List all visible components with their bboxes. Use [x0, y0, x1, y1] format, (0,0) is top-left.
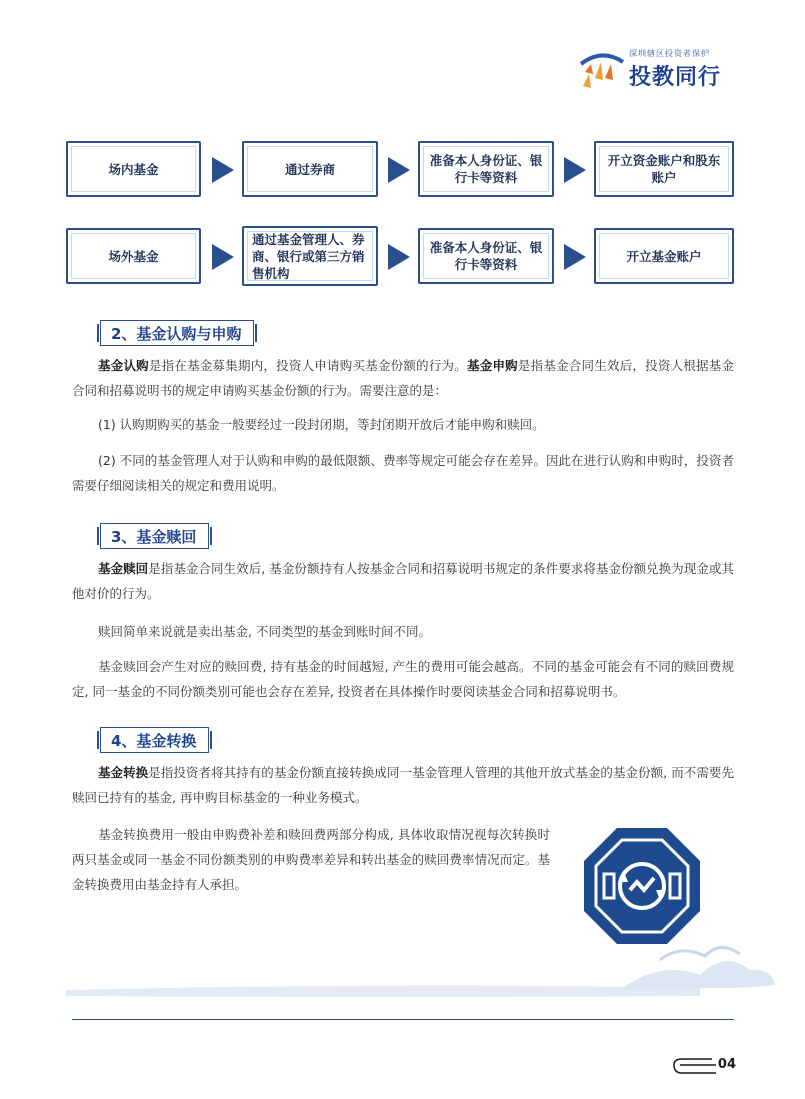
brand-logo: [577, 46, 737, 96]
flow-label: 准备本人身份证、银行卡等资料: [429, 240, 543, 272]
flow-box-via-managers: [242, 226, 378, 286]
page-number: 04: [717, 1057, 736, 1072]
paragraph-note-2: (2) 不同的基金管理人对于认购和申购的最低限额、费率等规定可能会存在差异。因此在进行认购和申购时，投资者需要仔细阅读相关的规定和费用说明。: [72, 453, 734, 493]
term-purchase: 基金申购: [467, 358, 518, 373]
flow-box-offsite-fund: [66, 228, 201, 284]
text: 是指在基金募集期内，投资人申请购买基金份额的行为。: [148, 358, 467, 373]
paragraph-redemption-def: [72, 556, 734, 606]
paragraph-subscription-def: [72, 353, 734, 403]
term-redemption: 基金赎回: [98, 561, 149, 576]
right-arrow-icon: [564, 157, 586, 183]
paragraph-redemption-simple: 赎回简单来说就是卖出基金, 不同类型的基金到账时间不同。: [98, 624, 431, 639]
term-subscription: 基金认购: [98, 358, 149, 373]
flow-label: 通过基金管理人、券商、银行或第三方销售机构: [252, 231, 365, 281]
flow-box-onsite-fund: [66, 141, 201, 197]
flow-box-via-broker: [242, 141, 378, 197]
page-number-badge: [672, 1055, 736, 1077]
section-heading-subscription: [100, 320, 254, 346]
text: 是指基金合同生效后，投资人根据基金合同和招募说明书的规定申请购买基金份额的行为。需要注意的是：: [72, 358, 734, 398]
flow-box-prepare-docs: [418, 141, 554, 197]
flow-label: 开立资金账户和股东账户: [607, 153, 721, 185]
flow-label: 准备本人身份证、银行卡等资料: [429, 153, 543, 185]
flow-label: 场外基金: [108, 248, 159, 264]
section-heading-conversion: [100, 727, 209, 753]
right-arrow-icon: [212, 157, 234, 183]
paragraph-conversion-def: [72, 760, 734, 810]
flow-box-open-accounts: [594, 141, 734, 197]
text: 是指基金合同生效后, 基金份额持有人按基金合同和招募说明书规定的条件要求将基金份额兑换为现金或其他对价的行为。: [72, 561, 734, 601]
paragraph-note-1: (1) 认购期购买的基金一般要经过一段封闭期，等封闭期开放后才能申购和赎回。: [98, 417, 545, 432]
flow-box-prepare-docs-2: [418, 228, 554, 284]
page-number-decoration: [672, 1055, 718, 1077]
section-heading-redemption: [100, 523, 209, 549]
flow-label: 场内基金: [108, 161, 159, 177]
paragraph-redemption-fee: 基金赎回会产生对应的赎回费, 持有基金的时间越短, 产生的费用可能会越高。不同的基金可能会有不同的赎回费规定, 同一基金的不同份额类别可能也会存在差异, 投资者在具体操作时要阅读基金合同和招募说明书。: [72, 659, 734, 699]
exchange-cycle-icon: [582, 826, 702, 946]
section-title: 4、基金转换: [111, 731, 197, 750]
flow-label: 开立基金账户: [626, 248, 702, 264]
flow-label: 通过券商: [284, 161, 335, 177]
logo-brand-text: 投教同行: [629, 65, 722, 90]
section-title: 3、基金赎回: [111, 527, 197, 546]
right-arrow-icon: [212, 244, 234, 270]
footer-divider: [72, 1019, 734, 1020]
right-arrow-icon: [388, 157, 410, 183]
section-title: 2、基金认购与申购: [111, 324, 242, 343]
right-arrow-icon: [388, 244, 410, 270]
term-conversion: 基金转换: [98, 765, 149, 780]
paragraph-conversion-fee: 基金转换费用一般由申购费补差和赎回费两部分构成, 具体收取情况视每次转换时两只基金或同一基金不同份额类别的申购费率差异和转出基金的赎回费率情况而定。基金转换费用由基金持有人承担。: [72, 827, 550, 892]
text: 是指投资者将其持有的基金份额直接转换成同一基金管理人管理的其他开放式基金的基金份额, 而不需要先赎回已持有的基金, 再申购目标基金的一种业务模式。: [72, 765, 734, 805]
right-arrow-icon: [564, 244, 586, 270]
logo-tagline: 深圳辖区投资者保护: [629, 49, 710, 58]
flow-box-open-fund-account: [594, 228, 734, 284]
logo-mark-icon: [577, 50, 627, 92]
